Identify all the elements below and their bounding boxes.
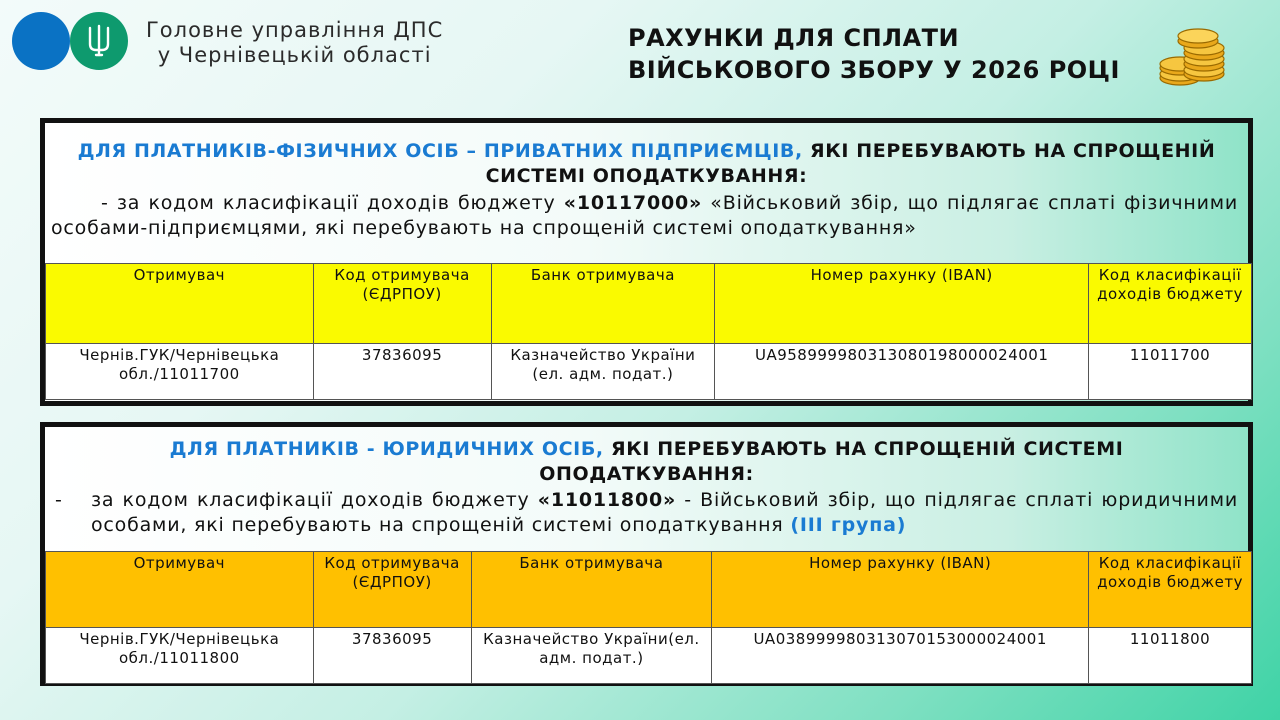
cell-classification-code: 11011800 [1089, 628, 1252, 684]
cell-bank: Казначейство України (ел. адм. подат.) [491, 344, 715, 400]
col-classification-code: Код класифікації доходів бюджету [1089, 552, 1252, 628]
section1-budget-code: «10117000» [563, 192, 703, 214]
col-bank: Банк отримувача [471, 552, 712, 628]
section-legal-entities [40, 422, 1253, 686]
table-header-row [46, 264, 1252, 344]
section2-title-highlight: ДЛЯ ПЛАТНИКІВ - ЮРИДИЧНИХ ОСІБ, [169, 438, 604, 460]
col-recipient: Отримувач [46, 552, 314, 628]
cell-edrpou: 37836095 [313, 628, 471, 684]
accounts-table-1 [45, 263, 1252, 400]
table-header-row [46, 552, 1252, 628]
section2-text-suffix: - Військовий збір, що підлягає сплаті юридичними особами, які перебувають на спрощеній системі оподаткування [91, 489, 1238, 536]
col-iban: Номер рахунку (IBAN) [715, 264, 1089, 344]
col-iban: Номер рахунку (IBAN) [712, 552, 1089, 628]
col-classification-code: Код класифікації доходів бюджету [1089, 264, 1252, 344]
section1-title-highlight: ДЛЯ ПЛАТНИКІВ-ФІЗИЧНИХ ОСІБ – ПРИВАТНИХ ПІДПРИЄМЦІВ, [77, 140, 803, 162]
section2-group-label: (ІІІ група) [790, 514, 907, 536]
org-line-1: Головне управління ДПС [146, 18, 444, 42]
section2-bullet: - [55, 489, 63, 511]
section1-text-prefix: - за кодом класифікації доходів бюджету [101, 192, 564, 214]
org-line-2: у Чернівецькій області [157, 43, 432, 67]
section2-title [45, 437, 1248, 487]
page-title [628, 22, 1120, 86]
accounts-table-2 [45, 551, 1252, 684]
cell-classification-code: 11011700 [1089, 344, 1252, 400]
tryzub-icon [86, 24, 112, 58]
section1-title [45, 139, 1248, 189]
section1-text-suffix: «Військовий збір, що підлягає сплаті фізичними особами-підприємцями, які перебувають на спрощеній системі оподаткування» [51, 192, 1238, 239]
section1-description [51, 191, 1238, 241]
section2-text-prefix: за кодом класифікації доходів бюджету [91, 489, 538, 511]
cell-iban: UA958999980313080198000024001 [715, 344, 1089, 400]
col-edrpou: Код отримувача (ЄДРПОУ) [313, 264, 491, 344]
section2-description [55, 488, 1238, 538]
table-row [46, 344, 1252, 400]
section2-title-rest: ЯКІ ПЕРЕБУВАЮТЬ НА СПРОЩЕНІЙ СИСТЕМІ ОПОДАТКУВАННЯ: [539, 438, 1124, 485]
logo-green-circle [70, 12, 128, 70]
section2-budget-code: «11011800» [537, 489, 677, 511]
col-recipient: Отримувач [46, 264, 314, 344]
cell-recipient: Чернів.ГУК/Чернівецька обл./11011700 [46, 344, 314, 400]
title-line-2: ВІЙСЬКОВОГО ЗБОРУ У 2026 РОЦІ [628, 56, 1120, 84]
coins-icon [1158, 24, 1228, 88]
cell-bank: Казначейство України(ел. адм. подат.) [471, 628, 712, 684]
col-edrpou: Код отримувача (ЄДРПОУ) [313, 552, 471, 628]
cell-edrpou: 37836095 [313, 344, 491, 400]
cell-iban: UA038999980313070153000024001 [712, 628, 1089, 684]
section1-title-rest: ЯКІ ПЕРЕБУВАЮТЬ НА СПРОЩЕНІЙ СИСТЕМІ ОПОДАТКУВАННЯ: [485, 140, 1216, 187]
section-individual-entrepreneurs [40, 118, 1253, 406]
logo-blue-circle [12, 12, 70, 70]
title-line-1: РАХУНКИ ДЛЯ СПЛАТИ [628, 24, 960, 52]
organization-name [146, 18, 443, 68]
table-row [46, 628, 1252, 684]
col-bank: Банк отримувача [491, 264, 715, 344]
cell-recipient: Чернів.ГУК/Чернівецька обл./11011800 [46, 628, 314, 684]
